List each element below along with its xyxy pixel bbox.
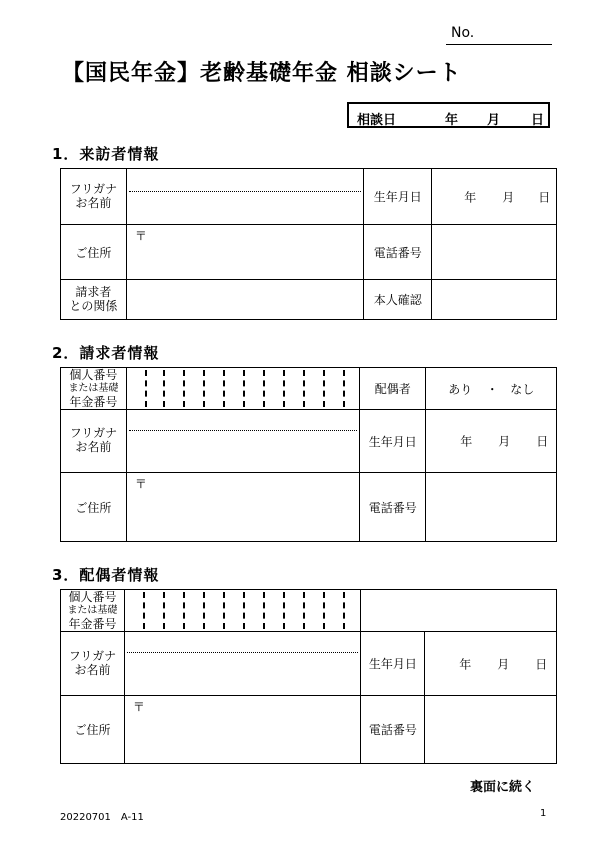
digit-divider [343, 592, 345, 629]
spouse-birth-label: 生年月日 [361, 632, 425, 696]
visitor-address-field[interactable] [126, 225, 363, 280]
postal-mark: 〒 [132, 700, 145, 714]
spouse-pension-number-label [61, 590, 125, 632]
spouse-yes-option[interactable]: あり [448, 382, 473, 396]
date-day-unit: 日 [531, 113, 545, 128]
claimant-birth-label: 生年月日 [360, 410, 426, 473]
pension-label-line2: または基礎 [68, 382, 119, 394]
spouse-blank-cell [361, 590, 557, 632]
consultation-date-label: 相談日 [357, 113, 397, 128]
section3-title: 3．配偶者情報 [52, 566, 160, 584]
postal-mark: 〒 [134, 229, 147, 243]
spouse-options[interactable] [426, 368, 557, 410]
relation-label-line1: 請求者 [75, 284, 112, 299]
visitor-phone-label: 電話番号 [364, 225, 432, 280]
day-unit: 日 [536, 434, 549, 449]
digit-divider [263, 592, 265, 629]
name-label: お名前 [75, 195, 112, 210]
digit-divider [323, 592, 325, 629]
relation-label-line2: との関係 [69, 298, 118, 313]
visitor-name-label [61, 169, 127, 225]
date-year-unit: 年 [445, 113, 459, 128]
pension-label-line2: または基礎 [67, 604, 118, 616]
visitor-info-table [60, 168, 557, 320]
claimant-info-table [60, 367, 557, 542]
digit-divider [203, 370, 205, 407]
visitor-birth-field[interactable] [432, 169, 557, 225]
digit-divider [283, 592, 285, 629]
section1-title: 1．来訪者情報 [52, 145, 160, 163]
digit-divider [143, 592, 145, 629]
spouse-label: 配偶者 [360, 368, 426, 410]
digit-divider [163, 370, 165, 407]
furigana-divider [127, 652, 358, 653]
relation-field[interactable] [126, 280, 363, 320]
digit-divider [303, 592, 305, 629]
spouse-name-label [61, 632, 125, 696]
form-code: 20220701 A-11 [60, 812, 144, 823]
spouse-address-field[interactable] [124, 696, 360, 764]
relation-label [61, 280, 127, 320]
claimant-birth-field[interactable] [426, 410, 557, 473]
furigana-label: フリガナ [69, 426, 118, 441]
postal-mark: 〒 [134, 477, 147, 491]
consultation-date-box[interactable] [347, 102, 550, 128]
spouse-info-table [60, 589, 557, 764]
spouse-separator: ・ [486, 382, 499, 396]
spouse-name-field[interactable] [124, 632, 360, 696]
name-label: お名前 [74, 662, 111, 677]
claimant-pension-number-label [61, 368, 127, 410]
spouse-birth-field[interactable] [425, 632, 557, 696]
furigana-label: フリガナ [69, 181, 118, 196]
visitor-address-label: ご住所 [61, 225, 127, 280]
day-unit: 日 [535, 657, 548, 671]
year-unit: 年 [459, 657, 472, 671]
id-check-field[interactable] [432, 280, 557, 320]
month-unit: 月 [502, 190, 515, 204]
spouse-pension-number-field[interactable] [124, 590, 360, 632]
pension-label-line1: 個人番号 [68, 590, 117, 605]
digit-divider [183, 592, 185, 629]
furigana-label: フリガナ [68, 648, 117, 663]
month-unit: 月 [498, 434, 511, 449]
visitor-birth-label: 生年月日 [364, 169, 432, 225]
year-unit: 年 [464, 190, 477, 204]
digit-divider [343, 370, 345, 407]
digit-divider [223, 370, 225, 407]
claimant-name-label [61, 410, 127, 473]
claimant-address-field[interactable] [126, 473, 360, 542]
claimant-phone-field[interactable] [426, 473, 557, 542]
digit-divider [243, 592, 245, 629]
claimant-address-label: ご住所 [61, 473, 127, 542]
claimant-pension-number-field[interactable] [126, 368, 360, 410]
digit-divider [183, 370, 185, 407]
digit-divider [203, 592, 205, 629]
digit-divider [223, 592, 225, 629]
id-check-label: 本人確認 [364, 280, 432, 320]
claimant-phone-label: 電話番号 [360, 473, 426, 542]
furigana-divider [129, 191, 361, 192]
spouse-phone-label: 電話番号 [361, 696, 425, 764]
pension-label-line1: 個人番号 [69, 368, 118, 383]
visitor-phone-field[interactable] [432, 225, 557, 280]
digit-divider [163, 592, 165, 629]
spouse-no-option[interactable]: なし [510, 382, 535, 396]
year-unit: 年 [460, 434, 473, 449]
page-number: 1 [540, 808, 547, 819]
furigana-divider [129, 430, 358, 431]
digit-divider [303, 370, 305, 407]
name-label: お名前 [75, 440, 112, 454]
number-label: No. [451, 25, 475, 41]
continued-on-back: 裏面に続く [470, 780, 536, 795]
spouse-address-label: ご住所 [61, 696, 125, 764]
day-unit: 日 [538, 190, 551, 204]
visitor-name-field[interactable] [126, 169, 363, 225]
spouse-phone-field[interactable] [425, 696, 557, 764]
claimant-name-field[interactable] [126, 410, 360, 473]
number-field[interactable] [446, 44, 552, 45]
section2-title: 2．請求者情報 [52, 344, 160, 362]
digit-divider [263, 370, 265, 407]
page-title: 【国民年金】老齢基礎年金 相談シート [62, 61, 462, 86]
pension-label-line3: 年金番号 [69, 394, 118, 409]
month-unit: 月 [497, 657, 510, 671]
digit-divider [283, 370, 285, 407]
digit-divider [145, 370, 147, 407]
pension-label-line3: 年金番号 [68, 616, 117, 631]
date-month-unit: 月 [487, 113, 501, 128]
digit-divider [323, 370, 325, 407]
digit-divider [243, 370, 245, 407]
